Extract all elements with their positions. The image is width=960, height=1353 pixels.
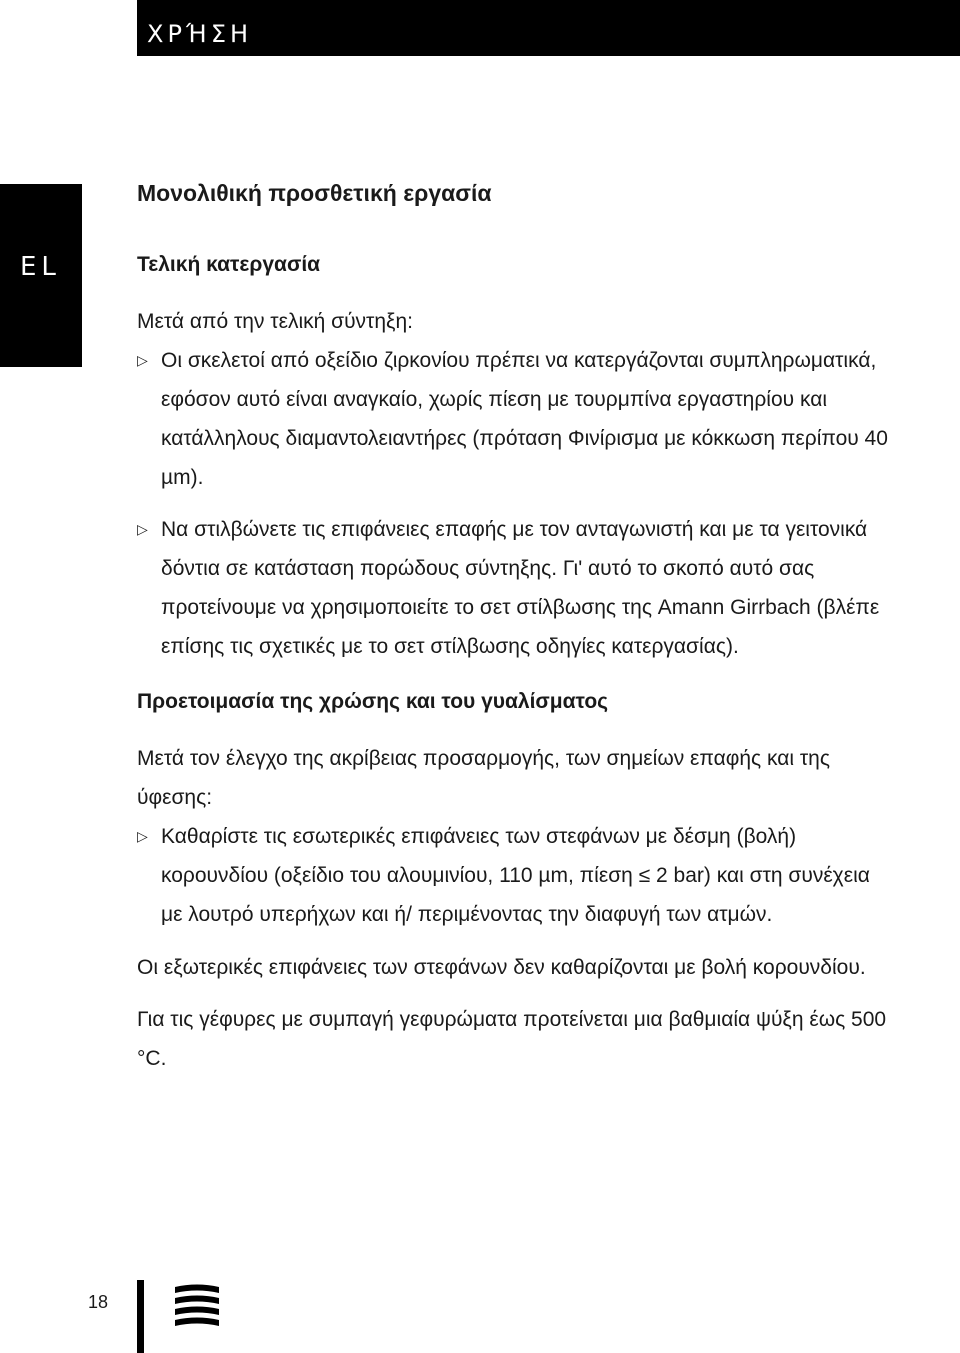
header-bar — [137, 0, 960, 56]
paragraph: Για τις γέφυρες με συμπαγή γεφυρώματα προτείνεται μια βαθμιαία ψύξη έως 500 °C. — [137, 1008, 887, 1070]
list-item — [137, 510, 897, 666]
bullet-text: Οι σκελετοί από οξείδιο ζιρκονίου πρέπει να κατεργάζονται συμπληρωματικά, εφόσον αυτό είναι αναγκαίο, χωρίς πίεση με τουρμπίνα εργαστηρίου και κατάλληλους διαμαντολειαντήρες (πρόταση Φινίρισμα με κόκκωση περίπου 40 µm). — [161, 349, 888, 489]
amann-girrbach-logo-icon — [172, 1283, 222, 1334]
section-heading-finishing: Τελική κατεργασία — [137, 253, 321, 276]
section-intro: Μετά από την τελική σύντηξη: — [137, 310, 413, 333]
list-item — [137, 341, 897, 497]
main-content — [137, 170, 897, 1078]
section-heading-preparation: Προετοιμασία της χρώσης και του γυαλίσματος — [137, 690, 609, 713]
triangle-right-icon: ▷ — [137, 828, 148, 844]
section-intro: Μετά τον έλεγχο της ακρίβειας προσαρμογής, των σημείων επαφής και της ύφεσης: — [137, 747, 830, 809]
section-title: ΧΡΉΣΗ — [147, 20, 253, 48]
page-number: 18 — [88, 1292, 109, 1312]
paragraph: Οι εξωτερικές επιφάνειες των στεφάνων δεν καθαρίζονται με βολή κορουνδίου. — [137, 956, 866, 979]
bullet-text: Να στιλβώνετε τις επιφάνειες επαφής με τον ανταγωνιστή και με τα γειτονικά δόντια σε κατάσταση πορώδους σύντηξης. Γι' αυτό το σκοπό αυτό σας προτείνουμε να χρησιμοποιείτε το σετ στίλβωσης της Amann Girrbach (βλέπε επίσης τις σχετικές με το σετ στίλβωσης οδηγίες κατεργασίας). — [161, 518, 880, 658]
list-item — [137, 817, 897, 934]
triangle-right-icon: ▷ — [137, 352, 148, 368]
language-code: EL — [20, 252, 61, 282]
triangle-right-icon: ▷ — [137, 521, 148, 537]
bullet-text: Καθαρίστε τις εσωτερικές επιφάνειες των στεφάνων με δέσμη (βολή) κορουνδίου (οξείδιο του αλουμινίου, 110 µm, πίεση ≤ 2 bar) και στη συνέχεια με λουτρό υπερήχων και ή/ περιμένοντας την διαφυγή των ατμών. — [161, 825, 870, 926]
footer-rule — [137, 1280, 144, 1353]
page-title: Μονολιθική προσθετική εργασία — [137, 180, 492, 206]
language-tab — [0, 184, 82, 367]
